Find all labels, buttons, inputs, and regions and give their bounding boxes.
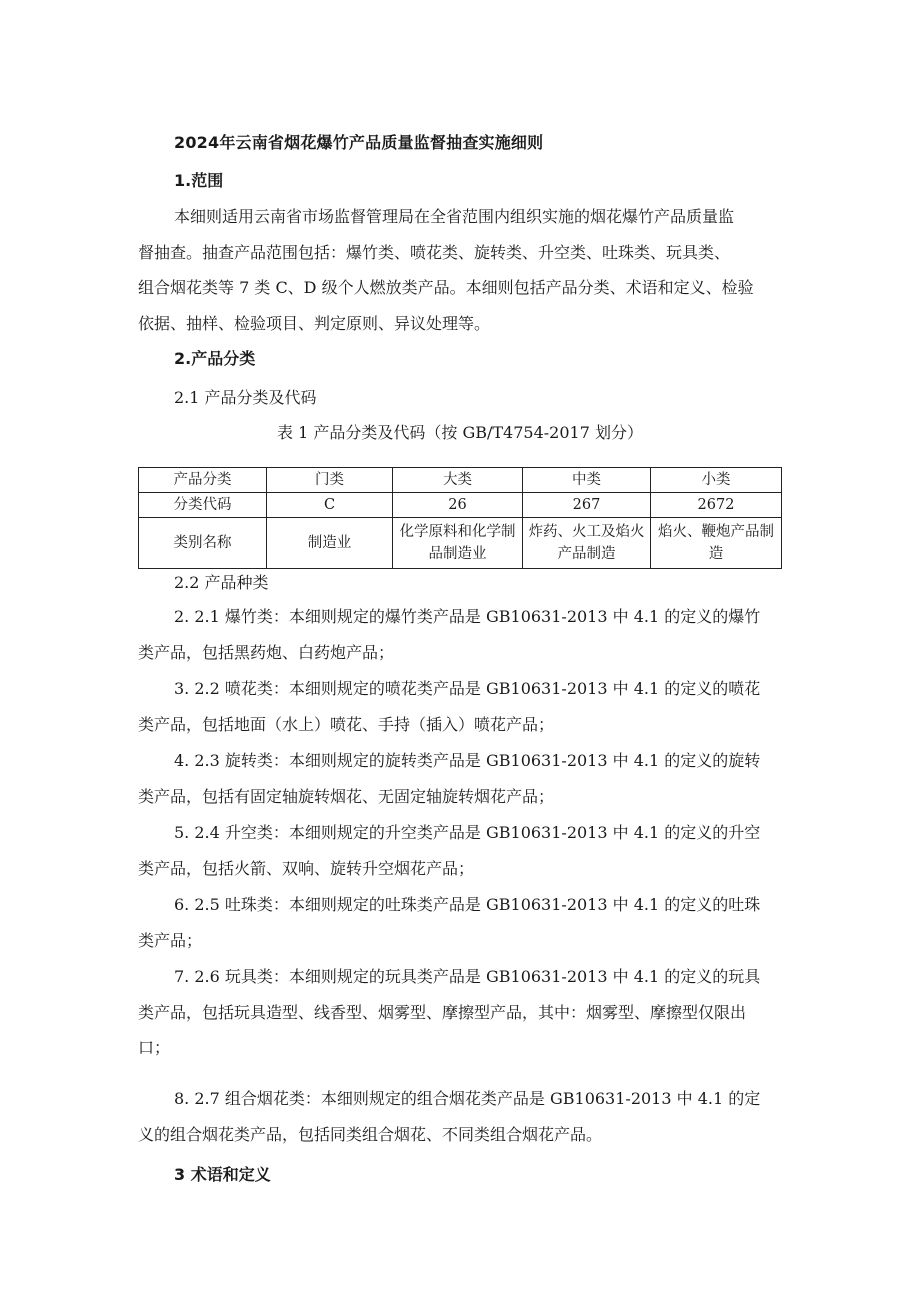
table-row (139, 518, 782, 569)
paragraph-line: 督抽查。抽查产品范围包括：爆竹类、喷花类、旋转类、升空类、吐珠类、玩具类、 (138, 242, 731, 262)
table-cell: 中类 (523, 468, 651, 493)
item-line: 5. 2.4 升空类：本细则规定的升空类产品是 GB10631-2013 中 4.1 的定义的升空 (174, 823, 761, 842)
table-cell: 分类代码 (139, 493, 267, 518)
table-cell: 小类 (651, 468, 782, 493)
product-item (138, 1081, 788, 1152)
item-line: 类产品，包括黑药炮、白药炮产品； (138, 642, 395, 662)
table-cell: 门类 (267, 468, 393, 493)
item-line: 类产品，包括有固定轴旋转烟花、无固定轴旋转烟花产品； (138, 786, 555, 806)
item-line: 类产品，包括火箭、双响、旋转升空烟花产品； (138, 858, 475, 878)
table-cell: 2672 (651, 493, 782, 518)
classification-table (138, 467, 782, 569)
table-cell: 类别名称 (139, 518, 267, 569)
section-1-heading: 1.范围 (174, 171, 224, 190)
item-line: 类产品； (138, 930, 203, 950)
item-line: 类产品，包括玩具造型、线香型、烟雾型、摩擦型产品，其中：烟雾型、摩擦型仅限出 (138, 1002, 747, 1022)
section-2-heading: 2.产品分类 (174, 349, 256, 368)
table-cell: 炸药、火工及焰火产品制造 (523, 518, 651, 569)
table-cell: 产品分类 (139, 468, 267, 493)
table-cell: 制造业 (267, 518, 393, 569)
product-item (138, 599, 788, 670)
item-line: 义的组合烟花类产品，包括同类组合烟花、不同类组合烟花产品。 (138, 1124, 603, 1144)
table-caption: 表 1 产品分类及代码（按 GB/T4754-2017 划分） (277, 423, 643, 442)
item-line: 4. 2.3 旋转类：本细则规定的旋转类产品是 GB10631-2013 中 4.1 的定义的旋转 (174, 751, 761, 770)
product-item (138, 887, 788, 958)
table-row (139, 493, 782, 518)
paragraph-line: 本细则适用云南省市场监督管理局在全省范围内组织实施的烟花爆竹产品质量监 (174, 207, 735, 226)
table-cell: 267 (523, 493, 651, 518)
item-line: 8. 2.7 组合烟花类：本细则规定的组合烟花类产品是 GB10631-2013 中 4.1 的定 (174, 1089, 761, 1108)
item-line: 2. 2.1 爆竹类：本细则规定的爆竹类产品是 GB10631-2013 中 4.1 的定义的爆竹 (174, 607, 761, 626)
document-title: 2024年云南省烟花爆竹产品质量监督抽查实施细则 (174, 133, 544, 152)
table-cell: C (267, 493, 393, 518)
table-cell: 化学原料和化学制品制造业 (393, 518, 523, 569)
table-cell: 焰火、鞭炮产品制造 (651, 518, 782, 569)
subsection-2-2: 2.2 产品种类 (174, 573, 269, 592)
paragraph-line: 组合烟花类等 7 类 C、D 级个人燃放类产品。本细则包括产品分类、术语和定义、检验 (138, 278, 754, 297)
product-item (138, 815, 788, 886)
paragraph-line: 依据、抽样、检验项目、判定原则、异议处理等。 (138, 313, 491, 333)
item-line: 口； (138, 1038, 171, 1057)
table-cell: 大类 (393, 468, 523, 493)
item-line: 7. 2.6 玩具类：本细则规定的玩具类产品是 GB10631-2013 中 4.1 的定义的玩具 (174, 967, 761, 986)
item-line: 6. 2.5 吐珠类：本细则规定的吐珠类产品是 GB10631-2013 中 4.1 的定义的吐珠 (174, 895, 761, 914)
section-3-heading: 3 术语和定义 (174, 1165, 271, 1184)
table-row (139, 468, 782, 493)
item-line: 类产品，包括地面（水上）喷花、手持（插入）喷花产品； (138, 714, 555, 734)
product-item (138, 743, 788, 814)
section-1-paragraph (138, 199, 786, 341)
item-line: 3. 2.2 喷花类：本细则规定的喷花类产品是 GB10631-2013 中 4.1 的定义的喷花 (174, 679, 761, 698)
product-item (138, 959, 788, 1066)
product-item (138, 671, 788, 742)
table-cell: 26 (393, 493, 523, 518)
subsection-2-1: 2.1 产品分类及代码 (174, 388, 317, 407)
